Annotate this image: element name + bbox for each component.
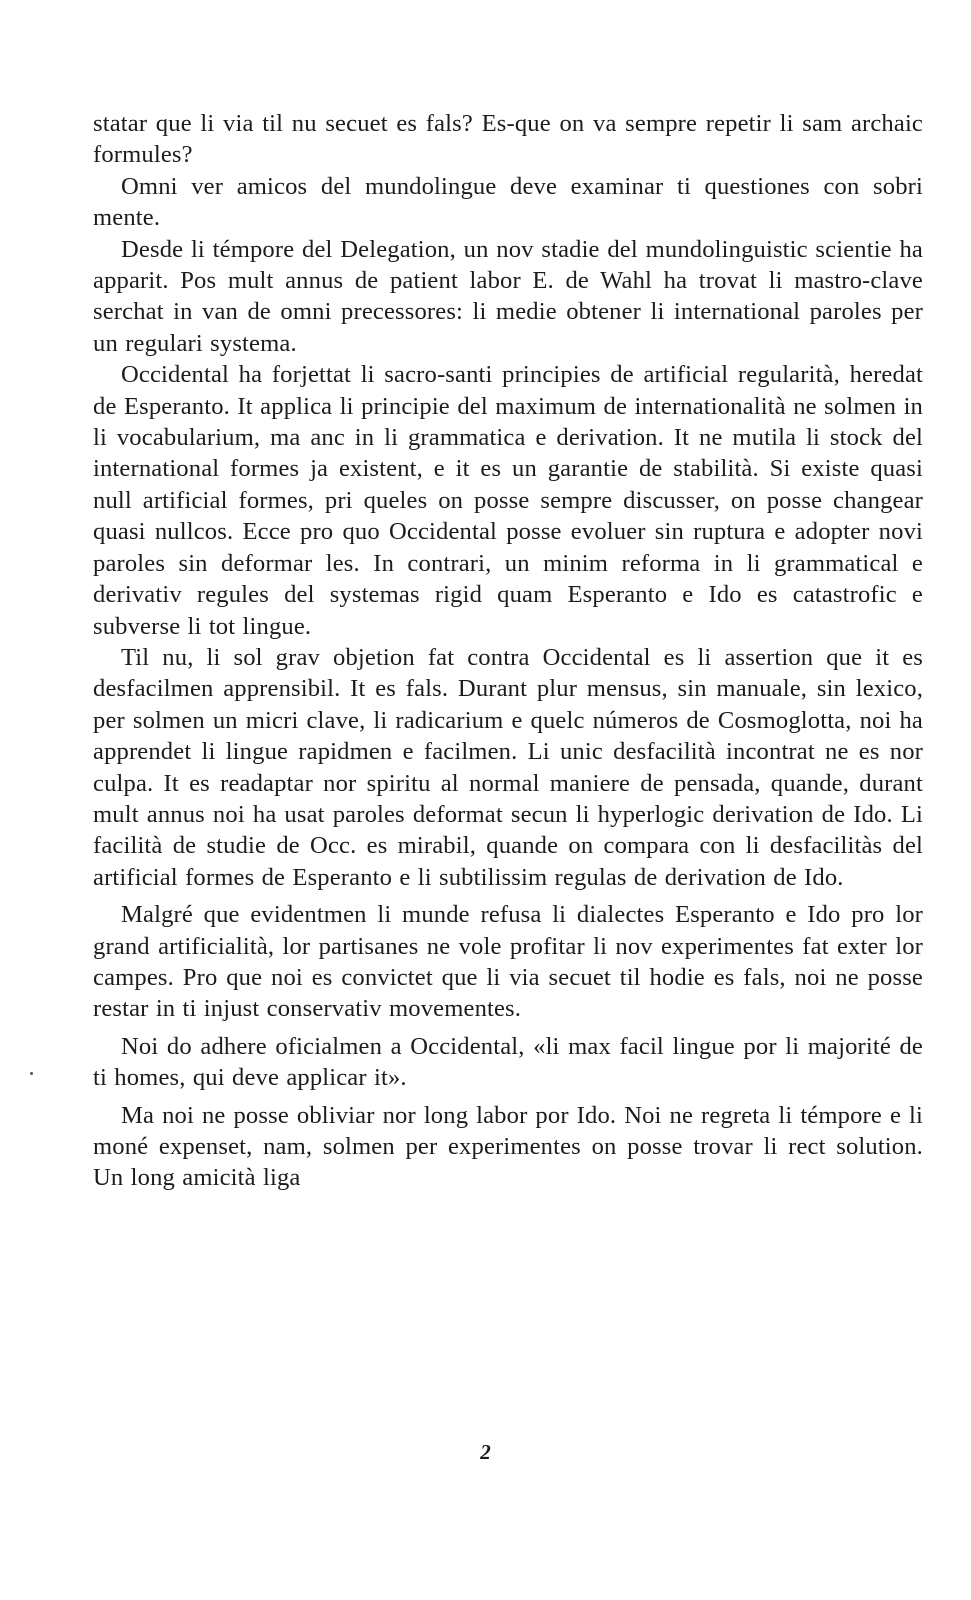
ink-speck: [30, 1072, 33, 1075]
paragraph-3: Desde li témpore del Delegation, un nov stadie del mundolinguistic scientie ha apparit. Pos mult annus de patient labor E. de Wahl ha trovat li mastro-clave serchat in van de omni precessores: li medie obtener li international paroles per un regulari systema.: [93, 235, 923, 357]
paragraph-7: Noi do adhere oficialmen a Occidental, «li max facil lingue por li majorité de ti homes, qui deve applicar it».: [93, 1032, 923, 1092]
paragraph-2: Omni ver amicos del mundolingue deve examinar ti questiones con sobri mente.: [93, 172, 923, 232]
paragraph-5: Til nu, li sol grav objetion fat contra Occidental es li assertion que it es desfacilmen apprensibil. It es fals. Durant plur mensus, sin manuale, sin lexico, per solmen un micri clave, li radicarium e quelc números de Cosmoglotta, noi ha apprendet li lingue rapidmen e facilmen. Li unic desfacilità incontrat ne es nor culpa. It es readaptar nor spiritu al normal maniere de pensada, quande, durant mult annus noi ha usat paroles deformat secun li hyperlogic derivation de Ido. Li facilità de studie de Occ. es mirabil, quande on compara con li desfacilitàs del artificial formes de Esperanto e li subtilissim regulas de derivation de Ido.: [93, 643, 923, 891]
paragraph-6: Malgré que evidentmen li munde refusa li dialectes Esperanto e Ido pro lor grand artificialità, lor partisanes ne vole profitar li nov experimentes fat exter lor campes. Pro que noi es convictet que li via secuet til hodie es fals, noi ne posse restar in ti injust conservativ movementes.: [93, 901, 923, 1023]
paragraph-1: statar que li via til nu secuet es fals? Es-que on va sempre repetir li sam archaic formules?: [93, 110, 923, 169]
paragraph-4: Occidental ha forjettat li sacro-santi principies de artificial regularità, heredat de Esperanto. It applica li principie del maximum de internationalità ne solmen in li vocabularium, ma anc in li grammatica e derivation. It ne mutila li stock del international formes ja existent, e it es un garantie de stabilità. Si existe quasi null artificial formes, pri queles on posse sempre discusser, on posse changear quasi nullcos. Ecce pro quo Occidental posse evoluer sin ruptura e adopter novi paroles sin deformar les. In contrari, un minim reforma in li grammatical e derivativ regules del systemas rigid quam Esperanto e Ido es catastrofic e subverse li tot lingue.: [93, 361, 923, 640]
paragraph-8: Ma noi ne posse obliviar nor long labor por Ido. Noi ne regreta li témpore e li moné expenset, nam, solmen per experimentes on posse trovar li rect solution. Un long amicità liga: [93, 1101, 923, 1192]
body-text: [93, 108, 923, 1194]
page-number: 2: [480, 1440, 491, 1464]
